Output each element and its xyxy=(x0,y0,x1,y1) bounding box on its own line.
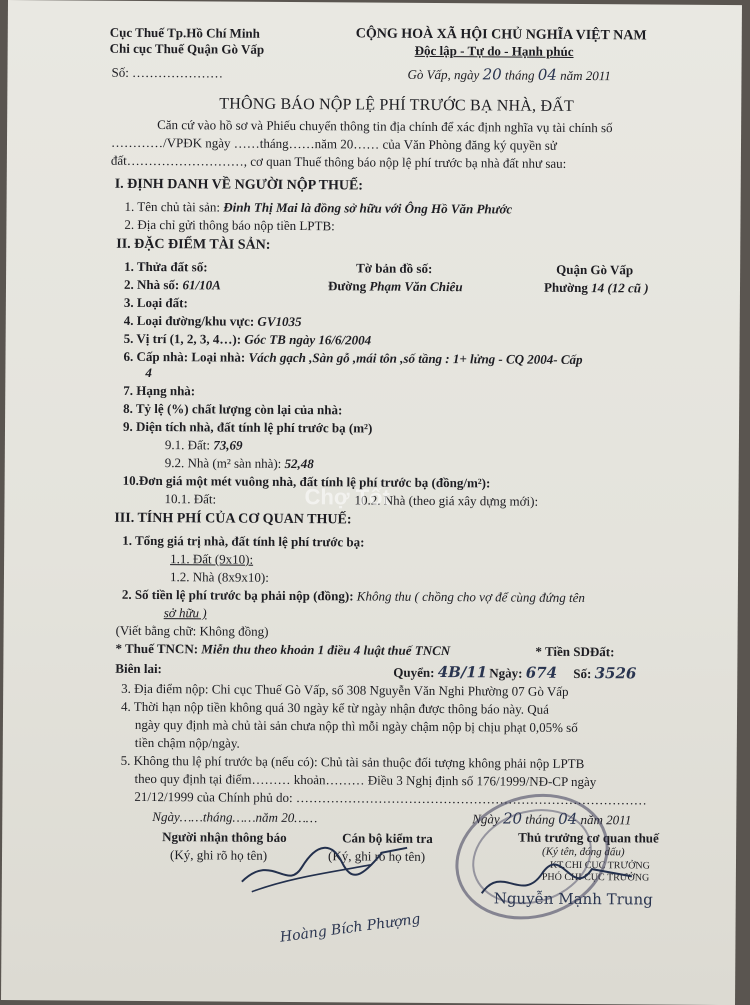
receipt-number xyxy=(573,664,636,682)
address-row: 2. Địa chỉ gửi thông báo nộp tiền LPTB: xyxy=(124,216,335,234)
receipt-number-value: 3526 xyxy=(594,664,637,683)
pit-label: * Thuế TNCN: xyxy=(115,640,199,657)
map-sheet-label: Tờ bản đồ số: xyxy=(356,260,433,276)
date-right-prefix: Ngày xyxy=(472,811,500,827)
payment-place-row: 3. Địa điểm nộp: Chi cục Thuế Gò Vấp, số 308 Nguyễn Văn Nghi Phường 07 Gò Vấp xyxy=(121,680,569,699)
receipt-book xyxy=(393,663,487,682)
receipt-date-label: Ngày: xyxy=(489,665,523,681)
exemption-line-1: 5. Không thu lệ phí trước bạ (nếu có): Chủ tài sản thuộc đối tượng không phải nộp LPTB xyxy=(120,752,585,772)
owner-row xyxy=(125,199,513,218)
pit-value: Miễn thu theo khoản 1 điều 4 luật thuế TNCN xyxy=(201,641,451,659)
amount-in-words: (Viết bằng chữ: Không đồng) xyxy=(115,622,269,639)
total-value-row: 1. Tổng giá trị nhà, đất tính lệ phí trước bạ: xyxy=(122,532,365,550)
fee-row xyxy=(122,587,585,606)
national-motto: Độc lập - Tự do - Hạnh phúc xyxy=(414,42,574,59)
head-on-behalf: KT.CHI CỤC TRƯỞNG xyxy=(549,859,650,872)
inspector-signer-name: Hoàng Bích Phượng xyxy=(279,911,422,946)
road-area-value: GV1035 xyxy=(257,313,302,330)
deadline-line-2: ngày quy định mà chủ tài sản chưa nộp thì mỗi ngày chậm nộp bị chịu phạt 0,05% số xyxy=(134,716,578,735)
road-area-row xyxy=(124,313,302,330)
document-page xyxy=(1,0,742,1005)
house-number-row xyxy=(124,277,221,294)
section-3-heading: III. TÍNH PHÍ CỦA CƠ QUAN THUẾ: xyxy=(114,510,352,528)
land-area-value: 73,69 xyxy=(213,437,243,453)
house-grade-label: 6. Cấp nhà: Loại nhà: xyxy=(123,348,246,365)
street-row xyxy=(328,278,463,295)
date-right-day: 20 xyxy=(502,809,523,828)
document-number: Số: ………………… xyxy=(111,64,224,81)
house-grade-value-cont: 4 xyxy=(145,364,152,381)
unit-price-row: 10.Đơn giá một mét vuông nhà, đất tính lệ phí trước bạ (đồng/m²): xyxy=(122,472,491,491)
date-day: 20 xyxy=(482,65,502,84)
date-right-month-label: tháng xyxy=(525,811,556,827)
date-right-month: 04 xyxy=(558,809,578,828)
watermark xyxy=(304,484,389,511)
land-use-fee-label: * Tiền SDĐất: xyxy=(535,643,615,660)
fee-label: 2. Số tiền lệ phí trước bạ phải nộp (đồng): xyxy=(121,586,354,604)
date-year: năm 2011 xyxy=(560,67,611,84)
land-area-label: 9.1. Đất: xyxy=(164,437,211,453)
street-value: Phạm Văn Chiêu xyxy=(369,278,463,295)
house-grade-value: Vách gạch ,Sàn gỗ ,mái tôn ,số tầng : 1+ lửng - CQ 2004- Cấp xyxy=(248,349,583,368)
land-type-row: 3. Loại đất: xyxy=(123,294,188,311)
inspector-signature xyxy=(232,822,433,903)
owner-value: Đinh Thị Mai là đồng sở hữu với Ông Hồ Văn Phước xyxy=(223,199,513,217)
street-label: Đường xyxy=(327,278,367,294)
land-value-row: 1.1. Đất (9x10): xyxy=(170,551,254,567)
land-area-row xyxy=(165,437,243,454)
receiver-title: Người nhận thông báo xyxy=(162,829,287,845)
agency-name: Cục Thuế Tp.Hồ Chí Minh xyxy=(109,24,260,41)
date-prefix: Gò Vấp, ngày xyxy=(407,66,480,83)
deputy-title: PHÓ CHI CỤC TRƯỞNG xyxy=(541,871,650,884)
receiver-note: (Ký, ghi rõ họ tên) xyxy=(169,847,268,863)
position-label: 5. Vị trí (1, 2, 3, 4…): xyxy=(123,330,242,347)
ward-row xyxy=(544,280,649,297)
district-value: Quận Gò Vấp xyxy=(556,261,634,278)
land-unit-price: 10.1. Đất: xyxy=(164,491,217,507)
fee-value-cont: sở hữu ) xyxy=(163,605,207,621)
watermark-logo: Chợ Tốt xyxy=(304,484,390,510)
national-title: CỘNG HOÀ XÃ HỘI CHỦ NGHĨA VIỆT NAM xyxy=(355,26,647,44)
position-row xyxy=(124,331,372,349)
section-2-heading: II. ĐẶC ĐIỂM TÀI SẢN: xyxy=(116,236,271,253)
receipt-label: Biên lai: xyxy=(115,660,162,677)
head-note: (Ký tên, đóng dấu) xyxy=(542,845,625,859)
date-left: Ngày……tháng……năm 20…… xyxy=(152,809,318,826)
house-value-row: 1.2. Nhà (8x9x10): xyxy=(169,569,269,585)
exemption-line-2: theo quy định tại điểm……… khoản……… Điều 3 Nghị định số 176/1999/NĐ-CP ngày xyxy=(134,770,597,790)
receipt-date-value: 674 xyxy=(525,663,558,682)
ward-label: Phường xyxy=(543,279,588,296)
house-unit-price: 10.2. Nhà (theo giá xây dựng mới): xyxy=(354,492,539,509)
road-area-label: 4. Loại đường/khu vực: xyxy=(123,312,255,329)
house-area-value: 52,48 xyxy=(284,455,314,472)
fee-value: Không thu ( chồng cho vợ để cùng đứng tên xyxy=(356,588,585,606)
deadline-line-1: 4. Thời hạn nộp tiền không quá 30 ngày kể từ ngày nhận được thông báo này. Quá xyxy=(121,698,549,717)
parcel-label: 1. Thửa đất số: xyxy=(124,258,208,275)
head-signer-name: Nguyễn Mạnh Trung xyxy=(493,889,653,909)
deadline-line-3: tiền chậm nộp/ngày. xyxy=(134,734,240,751)
exemption-line-3: 21/12/1999 của Chính phủ do: ……………………………………………………………………… xyxy=(134,788,647,808)
position-value: Góc TB ngày 16/6/2004 xyxy=(244,331,372,348)
quality-ratio-row: 8. Tỷ lệ (%) chất lượng còn lại của nhà: xyxy=(123,400,343,418)
house-number-value: 61/10A xyxy=(182,277,221,293)
inspector-title: Cán bộ kiểm tra xyxy=(342,830,433,846)
receipt-book-label: Quyển: xyxy=(393,664,435,680)
date-month-label: tháng xyxy=(504,67,535,83)
owner-label: 1. Tên chủ tài sản: xyxy=(124,198,221,215)
house-area-label: 9.2. Nhà (m² sàn nhà): xyxy=(164,455,282,471)
personal-income-tax-row xyxy=(115,641,450,659)
house-class-row: 7. Hạng nhà: xyxy=(123,382,196,399)
issue-date xyxy=(407,65,610,84)
sub-agency-name: Chi cục Thuế Quận Gò Vấp xyxy=(109,40,265,57)
receipt-date xyxy=(489,663,557,681)
date-right-year: năm 2011 xyxy=(580,812,632,828)
house-area-row xyxy=(165,455,314,472)
date-month: 04 xyxy=(537,65,557,84)
receipt-book-value: 4B/11 xyxy=(437,663,488,682)
house-grade-row xyxy=(123,349,582,368)
intro-line-1: Căn cứ vào hồ sơ và Phiếu chuyển thông tin địa chính để xác định nghĩa vụ tài chính số xyxy=(157,117,613,136)
intro-line-2: …………/VPĐK ngày ……tháng……năm 20…… của Văn Phòng đăng ký quyền sử xyxy=(110,134,557,153)
head-title: Thủ trưởng cơ quan thuế xyxy=(518,829,659,846)
section-1-heading: I. ĐỊNH DANH VỀ NGƯỜI NỘP THUẾ: xyxy=(114,176,364,194)
document-title: THÔNG BÁO NỘP LỆ PHÍ TRƯỚC BẠ NHÀ, ĐẤT xyxy=(219,95,575,115)
area-row: 9. Diện tích nhà, đất tính lệ phí trước bạ (m²) xyxy=(122,418,373,436)
receipt-number-label: Số: xyxy=(573,665,592,682)
ward-value: 14 (12 cũ ) xyxy=(591,280,649,296)
intro-line-3: đất………………………, cơ quan Thuế thông báo nộp lệ phí trước bạ nhà đất như sau: xyxy=(110,152,567,171)
house-number-label: 2. Nhà số: xyxy=(123,276,180,293)
inspector-note: (Ký, ghi rõ họ tên) xyxy=(327,848,426,864)
